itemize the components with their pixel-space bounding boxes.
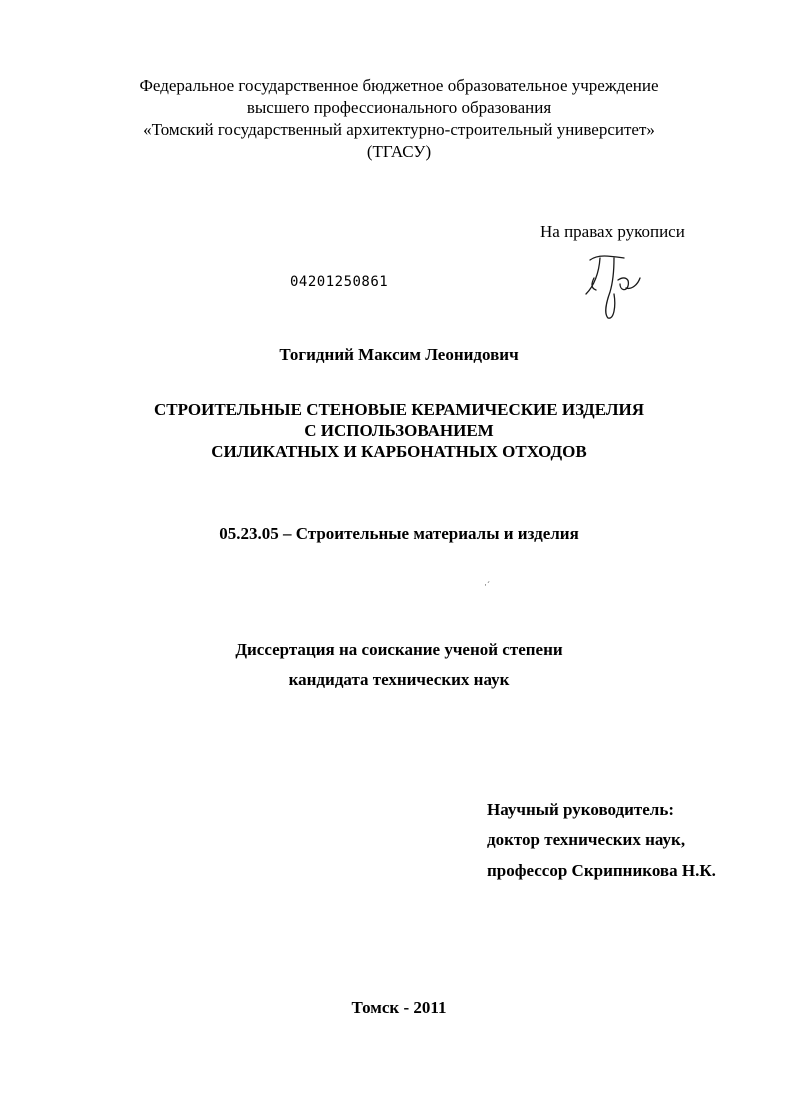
degree-line-2: кандидата технических наук — [288, 670, 510, 689]
manuscript-note: На правах рукописи — [540, 222, 685, 241]
degree-line-1: Диссертация на соискание ученой степени — [235, 640, 563, 659]
signature-icon — [580, 248, 650, 323]
author-name: Тогидний Максим Леонидович — [279, 345, 519, 364]
institution-line-2: высшего профессионального образования — [246, 98, 552, 117]
supervisor-label: Научный руководитель: — [487, 800, 674, 819]
place-year: Томск - 2011 — [351, 998, 447, 1017]
registration-number: 04201250861 — [290, 274, 389, 290]
title-line-1: СТРОИТЕЛЬНЫЕ СТЕНОВЫЕ КЕРАМИЧЕСКИЕ ИЗДЕЛИЯ — [153, 400, 645, 419]
institution-line-3: «Томский государственный архитектурно-строительный университет» — [143, 120, 655, 139]
supervisor-degree: доктор технических наук, — [487, 830, 686, 849]
specialty: 05.23.05 – Строительные материалы и изделия — [219, 524, 579, 543]
institution-line-4: (ТГАСУ) — [366, 142, 432, 161]
title-line-3: СИЛИКАТНЫХ И КАРБОНАТНЫХ ОТХОДОВ — [211, 442, 587, 461]
title-line-2: С ИСПОЛЬЗОВАНИЕМ — [304, 421, 494, 440]
scan-speck: ·´ — [484, 580, 490, 590]
institution-line-1: Федеральное государственное бюджетное образовательное учреждение — [139, 76, 659, 95]
supervisor-name: профессор Скрипникова Н.К. — [487, 861, 716, 880]
